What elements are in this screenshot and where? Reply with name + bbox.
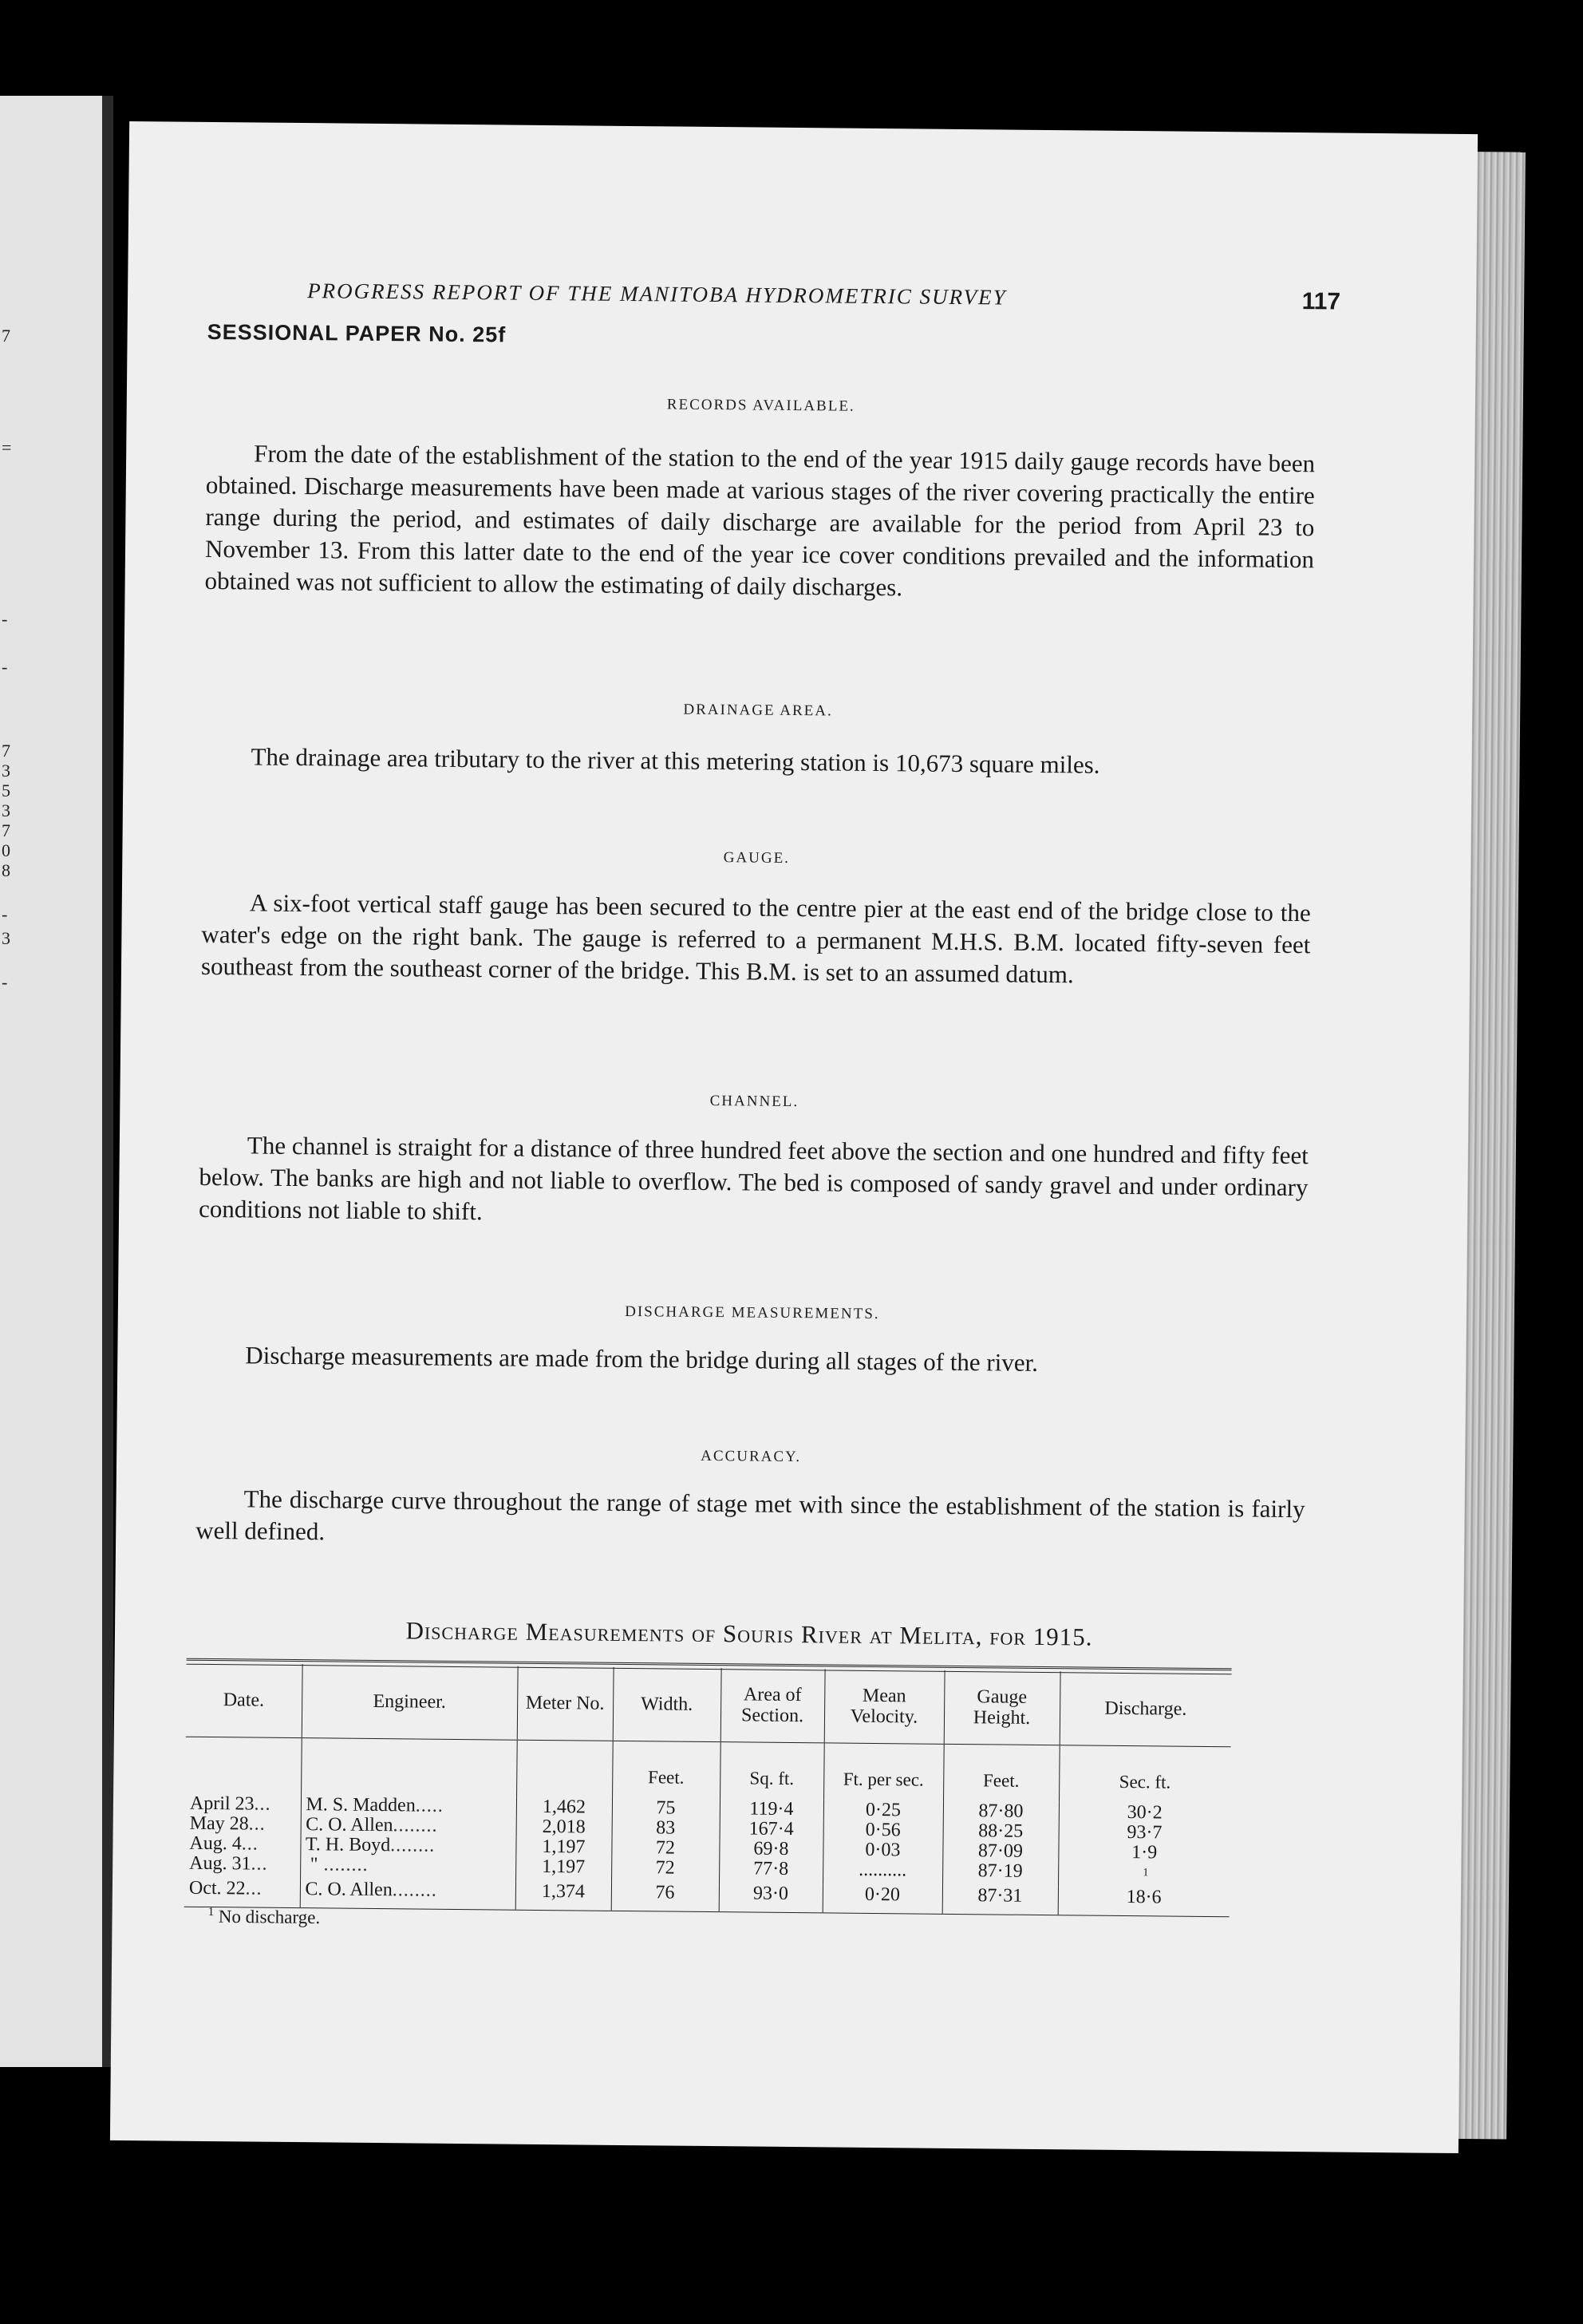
heading-gauge: GAUGE. — [723, 849, 791, 867]
running-head — [207, 278, 1341, 319]
sessional-paper-label: SESSIONAL PAPER No. 25f — [207, 319, 507, 347]
paragraph-drainage-area: The drainage area tributary to the river at this metering station is 10,673 square miles. — [251, 742, 1100, 779]
cell-gauge: 87·31 — [942, 1886, 1058, 1915]
cell-discharge: 30·2 — [1059, 1802, 1230, 1824]
cell-engineer: C. O. Allen........ — [301, 1815, 516, 1837]
cell-meter: 1,197 — [515, 1857, 611, 1883]
header-discharge: Discharge. — [1060, 1671, 1232, 1747]
header-engineer: Engineer. — [302, 1664, 518, 1740]
unit-width: Feet. — [612, 1741, 720, 1799]
discharge-table-frame — [184, 1658, 1232, 1918]
cell-meter: 1,374 — [515, 1882, 611, 1911]
cell-meter: 2,018 — [516, 1817, 612, 1838]
cell-velocity: 0·03 — [823, 1840, 942, 1860]
cell-discharge: 93·7 — [1059, 1822, 1230, 1844]
unit-area: Sq. ft. — [720, 1742, 824, 1800]
unit-velocity: Ft. per sec. — [823, 1743, 944, 1801]
unit-meter — [516, 1740, 613, 1798]
footnote-mark: 1 — [207, 1905, 215, 1919]
table-title: Discharge Measurements of Souris River at Melita, for 1915. — [405, 1616, 1093, 1651]
heading-records-available: RECORDS AVAILABLE. — [666, 396, 855, 415]
cell-area: 167·4 — [720, 1819, 823, 1840]
unit-discharge: Sec. ft. — [1059, 1745, 1231, 1804]
paragraph-accuracy: The discharge curve throughout the range of stage met with since the establishment of the station is fairly well defined. — [195, 1484, 1305, 1546]
left-page-edge: 7 = - - 7 3 5 3 7 0 8 - 3 - — [0, 96, 113, 2067]
cell-date: Oct. 22... — [184, 1879, 300, 1908]
paragraph-discharge-measurements: Discharge measurements are made from the bridge during all stages of the river. — [245, 1341, 1039, 1377]
cell-date: April 23... — [189, 1792, 271, 1815]
header-meter-no: Meter No. — [517, 1666, 614, 1741]
running-title: PROGRESS REPORT OF THE MANITOBA HYDROMETRIC SURVEY — [307, 279, 1007, 310]
paragraph-channel: The channel is straight for a distance of three hundred feet above the section and one hundred and fifty feet below. The banks are high and not liable to overflow. The bed is composed of sandy gravel and under ordinary conditions not liable to shift. — [198, 1131, 1309, 1226]
header-gauge-height: Gauge Height. — [944, 1670, 1060, 1745]
page-number: 117 — [1301, 288, 1341, 315]
footnote-text: No discharge. — [218, 1906, 321, 1928]
cell-meter: 1,197 — [515, 1837, 611, 1858]
cell-meter: 1,462 — [516, 1797, 612, 1818]
cell-area: 119·4 — [720, 1799, 823, 1820]
header-width: Width. — [613, 1667, 721, 1742]
heading-drainage-area: DRAINAGE AREA. — [683, 701, 833, 720]
discharge-table — [184, 1663, 1232, 1918]
cell-engineer: T. H. Boyd........ — [300, 1835, 515, 1857]
paragraph-gauge: A six-foot vertical staff gauge has been secured to the centre pier at the east end of the bridge close to the water's edge on the right bank. The gauge is referred to a permanent M.H.S. B.M. located fifty-seven feet southeast from the southeast corner of the bridge. This B.M. is set to an assumed datum. — [200, 888, 1311, 989]
cell-discharge: 1·9 — [1058, 1842, 1230, 1864]
heading-discharge-measurements: DISCHARGE MEASUREMENTS. — [625, 1302, 880, 1323]
page-content — [188, 122, 1341, 1928]
unit-gauge: Feet. — [943, 1744, 1060, 1802]
cell-discharge: 1 — [1058, 1862, 1230, 1888]
table-header-row — [186, 1663, 1232, 1747]
cell-area: 69·8 — [719, 1839, 823, 1860]
cell-area: 77·8 — [719, 1859, 823, 1884]
table-footnote — [207, 1906, 320, 1928]
heading-accuracy: ACCURACY. — [701, 1447, 802, 1466]
unit-date — [185, 1737, 302, 1795]
cell-discharge: 18·6 — [1058, 1887, 1230, 1917]
cell-gauge: 88·25 — [943, 1821, 1059, 1842]
heading-channel: CHANNEL. — [709, 1092, 799, 1111]
cell-gauge: 87·09 — [942, 1841, 1058, 1862]
cell-width: 72 — [611, 1858, 719, 1883]
unit-engineer — [301, 1738, 517, 1797]
cell-width: 83 — [612, 1818, 720, 1839]
header-velocity: Mean Velocity. — [824, 1669, 945, 1744]
cell-engineer: " ........ — [300, 1855, 515, 1882]
cell-gauge: 87·19 — [942, 1861, 1058, 1887]
cell-engineer: M. S. Madden..... — [301, 1795, 516, 1817]
cell-gauge: 87·80 — [943, 1801, 1059, 1822]
cell-velocity: 0·25 — [823, 1800, 943, 1820]
cell-date: Aug. 31... — [189, 1852, 268, 1875]
cell-date: Aug. 4... — [189, 1832, 259, 1855]
document-page — [110, 121, 1478, 2153]
cell-area: 93·0 — [719, 1883, 823, 1913]
paragraph-records-available: From the date of the establishment of the station to the end of the year 1915 daily gauge records have been obtained. Discharge measurements have been made at various stages of the river covering practically the entire range during the period, and estimates of daily discharge are available for the period from April 23 to November 13. From this latter date to the end of the year ice cover conditions prevailed and the information obtained was not sufficient to allow the estimating of daily discharges. — [204, 439, 1316, 602]
cell-date: May 28... — [189, 1812, 266, 1835]
cell-width: 76 — [611, 1883, 719, 1912]
cell-velocity: 0·20 — [823, 1884, 942, 1914]
header-area: Area of Section. — [720, 1668, 825, 1743]
cell-engineer: C. O. Allen........ — [300, 1879, 515, 1910]
cell-width: 72 — [611, 1838, 719, 1859]
cell-width: 75 — [612, 1798, 720, 1819]
cell-velocity: .......... — [823, 1860, 942, 1885]
cell-velocity: 0·56 — [823, 1820, 943, 1840]
header-date: Date. — [186, 1663, 302, 1738]
